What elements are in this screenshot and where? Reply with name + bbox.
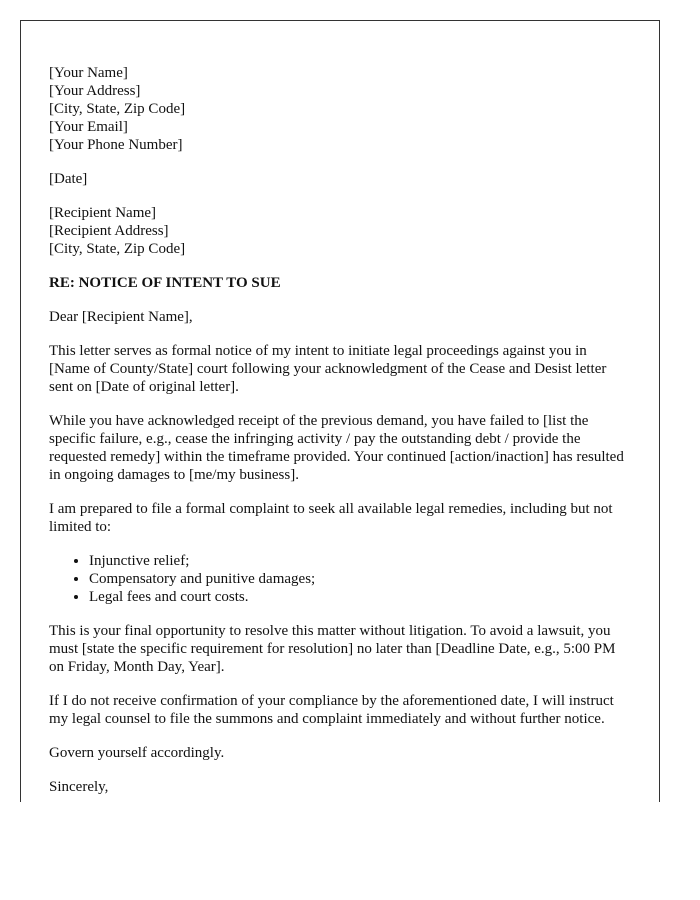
paragraph-final-opportunity: This is your final opportunity to resolve this matter without litigation. To avoid a lawsuit, you must [state the specific requirement for resolution] no later than [Deadline Date, e.g., 5:00 PM on Friday, Month Day, Year]. bbox=[49, 623, 616, 675]
salutation: Dear [Recipient Name], bbox=[49, 309, 193, 325]
letter-page bbox=[20, 20, 660, 802]
remedies-list bbox=[49, 552, 631, 606]
paragraph-govern: Govern yourself accordingly. bbox=[49, 745, 225, 761]
sender-phone: [Your Phone Number] bbox=[49, 137, 183, 153]
subject-line: RE: NOTICE OF INTENT TO SUE bbox=[49, 275, 281, 291]
sender-email: [Your Email] bbox=[49, 119, 128, 135]
paragraph-intro: This letter serves as formal notice of my intent to initiate legal proceedings against you in [Name of County/State] court following your acknowledgment of the Cease and Desist letter sent on [Date of original letter]. bbox=[49, 343, 607, 395]
paragraph-remedies-intro: I am prepared to file a formal complaint to seek all available legal remedies, including but not limited to: bbox=[49, 501, 613, 535]
paragraph-consequence: If I do not receive confirmation of your compliance by the aforementioned date, I will instruct my legal counsel to file the summons and complaint immediately and without further notice. bbox=[49, 693, 614, 727]
sender-city: [City, State, Zip Code] bbox=[49, 101, 186, 117]
list-item: • Compensatory and punitive damages; bbox=[89, 570, 631, 588]
recipient-block bbox=[49, 204, 631, 258]
letter-date: [Date] bbox=[49, 171, 88, 187]
recipient-city: [City, State, Zip Code] bbox=[49, 241, 186, 257]
closing: Sincerely, bbox=[49, 779, 109, 795]
sender-name: [Your Name] bbox=[49, 65, 128, 81]
recipient-name: [Recipient Name] bbox=[49, 205, 157, 221]
paragraph-failure: While you have acknowledged receipt of the previous demand, you have failed to [list the specific failure, e.g., cease the infringing activity / pay the outstanding debt / provide the requested remedy] within the timeframe provided. Your continued [action/inaction] has resulted in ongoing damages to [me/my business]. bbox=[49, 413, 624, 483]
recipient-address: [Recipient Address] bbox=[49, 223, 169, 239]
list-item: • Injunctive relief; bbox=[89, 552, 631, 570]
list-item: • Legal fees and court costs. bbox=[89, 588, 631, 606]
sender-address: [Your Address] bbox=[49, 83, 141, 99]
